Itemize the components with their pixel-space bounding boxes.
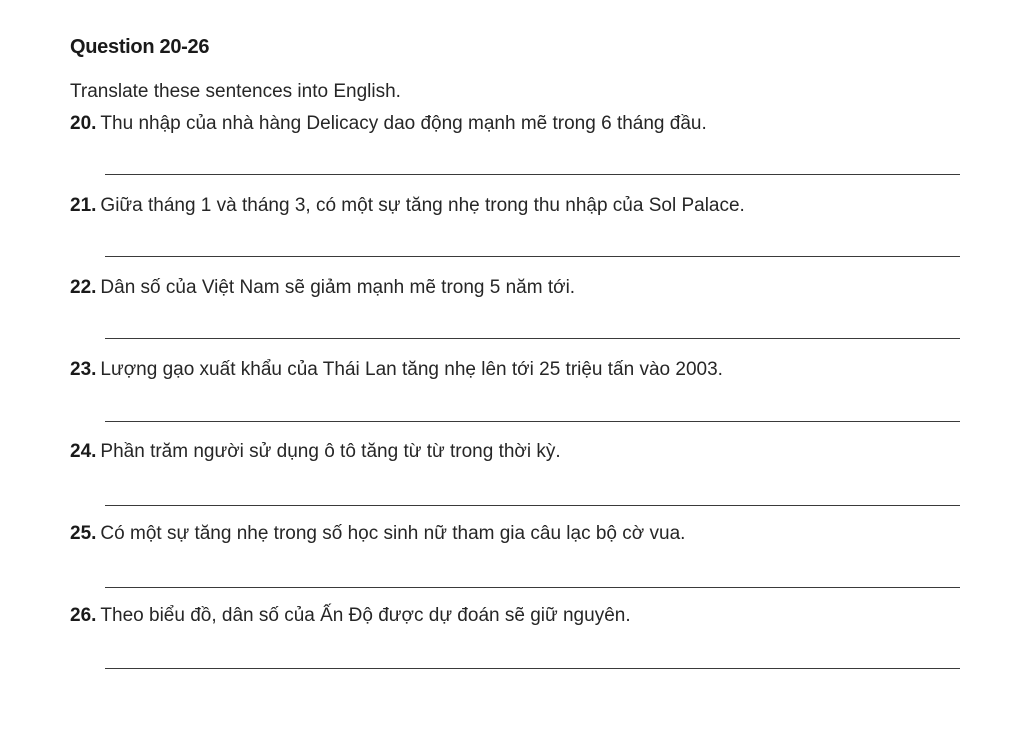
question-item (70, 520, 960, 602)
question-text: Thu nhập của nhà hàng Delicacy dao động mạnh mẽ trong 6 tháng đầu. (100, 113, 707, 134)
question-number: 24. (70, 441, 97, 462)
question-item (70, 356, 960, 438)
question-list (70, 110, 960, 684)
question-line (70, 274, 575, 302)
question-text: Theo biểu đồ, dân số của Ấn Độ được dự đoán sẽ giữ nguyên. (100, 605, 631, 626)
answer-line[interactable] (105, 587, 960, 588)
question-number: 25. (70, 523, 97, 544)
question-text: Phần trăm người sử dụng ô tô tăng từ từ trong thời kỳ. (100, 441, 561, 462)
answer-line[interactable] (105, 174, 960, 175)
question-line (70, 520, 685, 548)
question-number: 20. (70, 113, 97, 134)
answer-line[interactable] (105, 505, 960, 506)
question-number: 26. (70, 605, 97, 626)
question-item (70, 438, 960, 520)
question-line (70, 110, 707, 138)
question-item (70, 274, 960, 356)
question-number: 21. (70, 195, 97, 216)
answer-line[interactable] (105, 256, 960, 257)
question-text: Giữa tháng 1 và tháng 3, có một sự tăng nhẹ trong thu nhập của Sol Palace. (100, 195, 745, 216)
answer-line[interactable] (105, 338, 960, 339)
question-text: Dân số của Việt Nam sẽ giảm mạnh mẽ trong 5 năm tới. (100, 277, 576, 298)
question-line (70, 192, 745, 220)
question-item (70, 602, 960, 684)
answer-line[interactable] (105, 421, 960, 422)
question-item (70, 192, 960, 274)
question-number: 22. (70, 277, 97, 298)
question-text: Có một sự tăng nhẹ trong số học sinh nữ tham gia câu lạc bộ cờ vua. (100, 523, 686, 544)
question-line (70, 356, 723, 384)
worksheet (70, 33, 960, 684)
section-title: Question 20-26 (70, 36, 210, 58)
answer-line[interactable] (105, 668, 960, 669)
question-line (70, 602, 631, 630)
question-item (70, 110, 960, 192)
question-text: Lượng gạo xuất khẩu của Thái Lan tăng nhẹ lên tới 25 triệu tấn vào 2003. (100, 359, 723, 380)
instruction-text: Translate these sentences into English. (70, 81, 401, 102)
question-number: 23. (70, 359, 97, 380)
question-line (70, 438, 561, 466)
